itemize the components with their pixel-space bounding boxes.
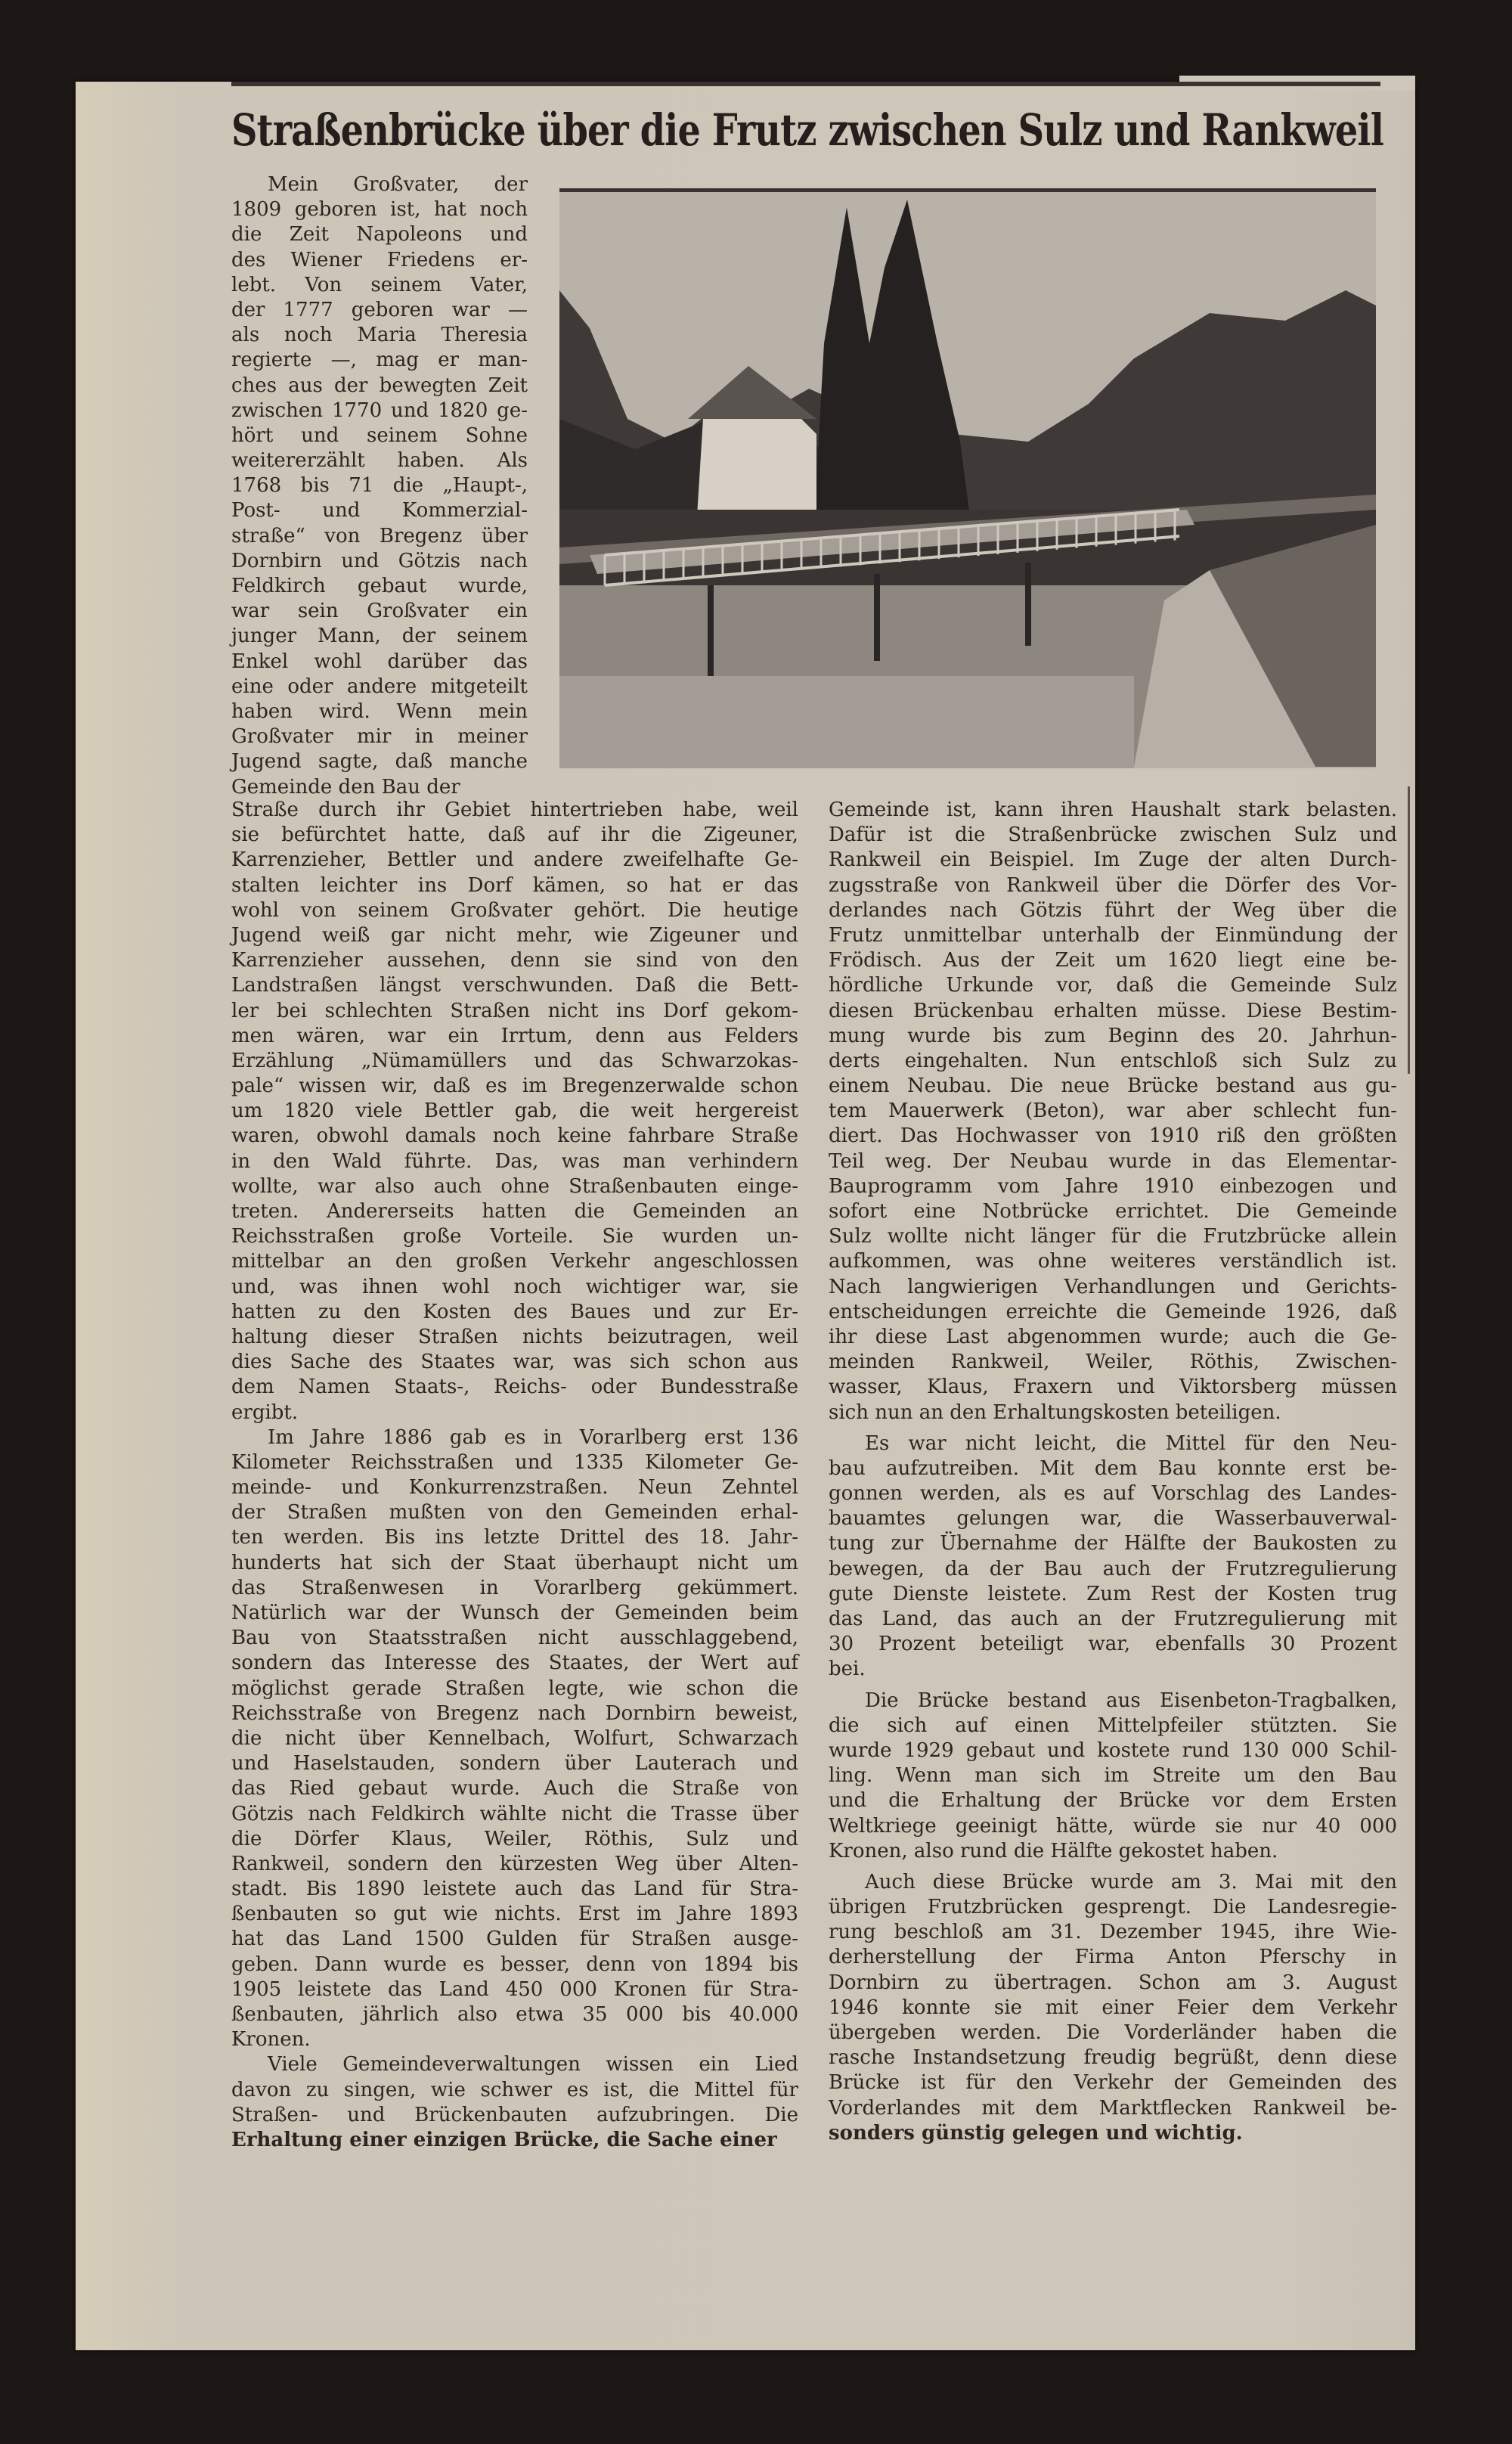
paragraph — [829, 1870, 1397, 2146]
text-line: rung beschloß am 31. Dezember 1945, ihre Wie- — [829, 1921, 1397, 1944]
text-line: regierte —, mag er man- — [231, 349, 528, 372]
text-line: ßenbauten, jährlich also etwa 35 000 bis 40.000 — [231, 2003, 798, 2026]
text-line: sich nun an den Erhaltungskosten beteiligen. — [829, 1400, 1281, 1424]
paragraph — [231, 172, 528, 800]
text-line: Dornbirn zu übertragen. Schon am 3. August — [829, 1971, 1397, 1994]
text-line: wollte, war also auch ohne Straßenbauten einge- — [231, 1174, 798, 1198]
text-line: um 1820 viele Bettler gab, die weit hergereist — [231, 1099, 798, 1123]
text-line: Dornbirn und Götzis nach — [231, 549, 528, 572]
text-line: hatten zu den Kosten des Baues und zur Er- — [231, 1300, 798, 1323]
text-line: war sein Großvater ein — [231, 600, 528, 623]
text-line: geben. Dann wurde es besser, denn von 1894 bis — [231, 1952, 798, 1976]
text-line: junger Mann, der seinem — [231, 625, 528, 648]
text-line: tem Mauerwerk (Beton), war aber schlecht fun- — [829, 1099, 1397, 1123]
paragraph — [829, 798, 1397, 1425]
top-rule — [231, 82, 1380, 86]
text-line: diert. Das Hochwasser von 1910 riß den größten — [829, 1124, 1397, 1148]
text-line: stalten leichter ins Dorf kämen, so hat er das — [231, 873, 798, 897]
text-line: bauamtes gelungen war, die Wasserbauverwal- — [829, 1507, 1397, 1531]
text-line: stadt. Bis 1890 leistete auch das Land für Stra- — [231, 1878, 798, 1901]
text-line: 1809 geboren ist, hat noch — [231, 198, 528, 222]
text-line: übrigen Frutzbrücken gesprengt. Die Landesregie- — [829, 1896, 1397, 1919]
text-line: Es war nicht leicht, die Mittel für den Neu- — [865, 1431, 1397, 1455]
text-line: rasche Instandsetzung freudig begrüßt, denn diese — [829, 2046, 1397, 2070]
text-line: bewegen, da der Bau auch der Frutzregulierung — [829, 1557, 1397, 1580]
text-line: haltung dieser Straßen nichts beizutragen, weil — [231, 1325, 798, 1348]
text-line: sonders günstig gelegen und wichtig. — [829, 2121, 1243, 2145]
text-line: derherstellung der Firma Anton Pferschy in — [829, 1946, 1397, 1969]
text-line: ihr diese Last abgenommen wurde; auch die Ge- — [829, 1325, 1397, 1348]
text-line: Dafür ist die Straßenbrücke zwischen Sulz und — [829, 823, 1397, 847]
right-column — [829, 798, 1397, 2146]
text-line: ergibt. — [231, 1400, 299, 1424]
text-line: die Dörfer Klaus, Weiler, Röthis, Sulz und — [231, 1827, 798, 1850]
text-line: ßenbauten so gut wie nichts. Erst im Jahre 1893 — [231, 1903, 798, 1926]
text-line: Frödisch. Aus der Zeit um 1620 liegt eine be- — [829, 949, 1397, 972]
text-line: der Straßen mußten von den Gemeinden erhal- — [231, 1501, 798, 1524]
text-line: derts eingehalten. Nun entschloß sich Sulz zu — [829, 1049, 1397, 1072]
text-line: Rankweil, sondern den kürzesten Weg über Alten- — [231, 1852, 798, 1875]
text-line: das Straßenwesen in Vorarlberg gekümmert. — [231, 1576, 798, 1599]
text-line: Jugend weiß gar nicht mehr, wie Zigeuner und — [231, 923, 798, 947]
text-line: Gemeinde ist, kann ihren Haushalt stark belasten. — [829, 799, 1397, 821]
text-line: als noch Maria Theresia — [231, 324, 528, 347]
text-line: Bauprogramm vom Jahre 1910 einbezogen und — [829, 1174, 1397, 1198]
text-line: Kronen. — [231, 2028, 311, 2052]
text-line: ten werden. Bis ins letzte Drittel des 18. Jahr- — [231, 1526, 798, 1549]
text-line: Landstraßen längst verschwunden. Daß die Bett- — [231, 974, 798, 997]
text-line: meinde- und Konkurrenzstraßen. Neun Zehntel — [231, 1476, 798, 1500]
text-line: weitererzählt haben. Als — [231, 449, 528, 473]
text-line: der 1777 geboren war — — [231, 298, 528, 321]
text-line: die sich auf einen Mittelpfeiler stützten. Sie — [829, 1714, 1397, 1737]
text-line: Erzählung „Nümamüllers und das Schwarzokas- — [231, 1049, 798, 1072]
text-line: meinden Rankweil, Weiler, Röthis, Zwischen- — [829, 1351, 1397, 1374]
text-line: Weltkriege geeinigt hätte, würde sie nur 40 000 — [829, 1814, 1397, 1838]
text-line: wasser, Klaus, Fraxern und Viktorsberg müssen — [829, 1376, 1397, 1399]
text-line: ches aus der bewegten Zeit — [231, 374, 528, 397]
text-line: Die Brücke bestand aus Eisenbeton-Tragbalken, — [865, 1689, 1397, 1712]
text-line: aufkommen, was ohne weiteres verständlich ist. — [829, 1250, 1397, 1273]
text-line: Straßen- und Brückenbauten aufzubringen. Die — [231, 2103, 798, 2126]
text-line: Kilometer Reichsstraßen und 1335 Kilometer Ge- — [231, 1450, 798, 1474]
paragraph — [231, 1425, 798, 2053]
text-line: das Ried gebaut wurde. Auch die Straße von — [231, 1777, 798, 1800]
paragraph — [829, 1431, 1397, 1683]
text-line: Brücke ist für den Verkehr der Gemeinden des — [829, 2071, 1397, 2095]
text-line: lebt. Von seinem Vater, — [231, 273, 528, 296]
text-line: Frutz unmittelbar unterhalb der Einmündung der — [829, 923, 1397, 947]
text-line: hunderts hat sich der Staat überhaupt nicht um — [231, 1551, 798, 1574]
text-line: dem Namen Staats-, Reichs- oder Bundesstraße — [231, 1376, 798, 1399]
text-line: Feldkirch gebaut wurde, — [231, 575, 528, 597]
text-line: Straße durch ihr Gebiet hintertrieben habe, weil — [231, 799, 798, 821]
narrow-column — [231, 172, 528, 800]
text-line: möglichst gerade Straßen legte, wie schon die — [231, 1676, 798, 1700]
paragraph — [829, 1689, 1397, 1864]
article-title-text: Straßenbrücke über die Frutz zwischen Sulz und Rankweil — [231, 104, 1383, 156]
text-line: diesen Brückenbau erhalten müsse. Diese Bestim- — [829, 999, 1397, 1022]
text-line: 30 Prozent beteiligt war, ebenfalls 30 Prozent — [829, 1633, 1397, 1656]
text-line: Nach langwierigen Verhandlungen und Gerichts- — [829, 1275, 1397, 1298]
text-line: 1946 konnte sie mit einer Feier dem Verkehr — [829, 1996, 1397, 2019]
text-line: Bau von Staatsstraßen nicht ausschlaggebend, — [231, 1627, 798, 1650]
text-line: in den Wald führte. Das, was man verhindern — [231, 1149, 798, 1173]
text-line: gute Dienste leistete. Zum Rest der Kosten trug — [829, 1582, 1397, 1605]
text-line: Im Jahre 1886 gab es in Vorarlberg erst 136 — [268, 1425, 798, 1449]
text-line: mittelbar an den großen Verkehr angeschlossen — [231, 1250, 798, 1273]
text-line: sie befürchtet hatte, daß auf ihr die Zigeuner, — [231, 823, 798, 847]
text-line: wurde 1929 gebaut und kostete rund 130 000 Schil- — [829, 1738, 1397, 1762]
text-line: eine oder andere mitgeteilt — [231, 675, 528, 698]
text-line: treten. Andererseits hatten die Gemeinden an — [231, 1200, 798, 1223]
text-line: tung zur Übernahme der Hälfte der Baukosten zu — [829, 1532, 1397, 1555]
text-line: hat das Land 1500 Gulden für Straßen ausge- — [231, 1928, 798, 1951]
text-line: wohl von seinem Großvater gehört. Die heutige — [231, 898, 798, 922]
text-line: Kronen, also rund die Hälfte gekostet haben. — [829, 1839, 1278, 1862]
left-column — [231, 798, 798, 2153]
text-line: davon zu singen, wie schwer es ist, die Mittel für — [231, 2078, 798, 2101]
text-line: Reichsstraße von Bregenz nach Dornbirn beweist, — [231, 1701, 798, 1725]
text-line: übergeben werden. Die Vorderländer haben die — [829, 2021, 1397, 2044]
text-line: hört und seinem Sohne — [231, 423, 528, 447]
text-line: waren, obwohl damals noch keine fahrbare Straße — [231, 1124, 798, 1148]
text-line: bei. — [829, 1658, 866, 1681]
text-line: Götzis nach Feldkirch wählte nicht die Trasse über — [231, 1802, 798, 1825]
text-line: Mein Großvater, der — [268, 173, 528, 196]
text-line: Post- und Kommerzial- — [231, 499, 528, 523]
text-line: sondern das Interesse des Staates, der Wert auf — [231, 1652, 798, 1675]
text-line: das Land, das auch an der Frutzregulierung mit — [829, 1608, 1397, 1630]
text-line: entscheidungen erreichte die Gemeinde 1926, daß — [829, 1300, 1397, 1323]
text-line: men wären, war ein Irrtum, denn aus Felders — [231, 1024, 798, 1047]
text-line: 1768 bis 71 die „Haupt-, — [231, 474, 528, 498]
article-title — [231, 103, 1383, 157]
text-line: Vorderlandes mit dem Marktflecken Rankweil be- — [829, 2096, 1397, 2120]
text-line: Sulz wollte nicht länger für die Frutzbrücke allein — [829, 1225, 1397, 1248]
text-line: zwischen 1770 und 1820 ge- — [231, 399, 528, 422]
text-line: sofort eine Notbrücke errichtet. Die Gemeinde — [829, 1200, 1397, 1223]
text-line: Jugend sagte, daß manche — [231, 750, 528, 774]
text-line: Karrenzieher aussehen, denn sie sind von den — [231, 949, 798, 972]
text-line: Gemeinde den Bau der — [231, 775, 460, 799]
text-line: und Haselstauden, sondern über Lauterach und — [231, 1752, 798, 1776]
bridge-photo — [559, 188, 1376, 768]
text-line: Enkel wohl darüber das — [231, 650, 528, 673]
text-line: straße“ von Bregenz über — [231, 524, 528, 547]
text-line: Karrenzieher, Bettler und andere zweifelhafte Ge- — [231, 848, 798, 872]
text-line: Natürlich war der Wunsch der Gemeinden beim — [231, 1602, 798, 1624]
text-line: Großvater mir in meiner — [231, 725, 528, 749]
text-line: derlandes nach Götzis führt der Weg über die — [829, 898, 1397, 922]
text-line: und, was ihnen wohl noch wichtiger war, sie — [231, 1275, 798, 1298]
text-line: hördliche Urkunde vor, daß die Gemeinde Sulz — [829, 974, 1397, 997]
text-line: zugsstraße von Rankweil über die Dörfer des Vor- — [829, 873, 1397, 897]
text-line: ler bei schlechten Straßen nicht ins Dorf gekom- — [231, 999, 798, 1022]
text-line: Auch diese Brücke wurde am 3. Mai mit den — [865, 1870, 1397, 1893]
text-line: Viele Gemeindeverwaltungen wissen ein Lied — [268, 2053, 798, 2076]
text-line: Reichsstraßen große Vorteile. Sie wurden un- — [231, 1225, 798, 1248]
text-line: gonnen werden, als es auf Vorschlag des Landes- — [829, 1482, 1397, 1506]
text-line: die Zeit Napoleons und — [231, 223, 528, 247]
text-line: bau aufzutreiben. Mit dem Bau konnte erst be- — [829, 1456, 1397, 1480]
text-line: Erhaltung einer einzigen Brücke, die Sache einer — [231, 2128, 777, 2151]
text-line: des Wiener Friedens er- — [231, 248, 528, 271]
text-line: und die Erhaltung der Brücke vor dem Ersten — [829, 1789, 1397, 1813]
cut-edge — [1408, 786, 1410, 1074]
paragraph — [231, 2052, 798, 2153]
text-line: 1905 leistete das Land 450 000 Kronen für Stra- — [231, 1977, 798, 2001]
text-line: einem Neubau. Die neue Brücke bestand aus gu- — [829, 1075, 1397, 1098]
text-line: dies Sache des Staates war, was sich schon aus — [231, 1351, 798, 1374]
text-line: ling. Wenn man sich im Streite um den Bau — [829, 1764, 1397, 1788]
text-line: Teil weg. Der Neubau wurde in das Elementar- — [829, 1149, 1397, 1173]
text-line: haben wird. Wenn mein — [231, 699, 528, 723]
text-line: Rankweil ein Beispiel. Im Zuge der alten Durch- — [829, 848, 1397, 872]
paragraph — [231, 798, 798, 1425]
text-line: die nicht über Kennelbach, Wolfurt, Schwarzach — [231, 1726, 798, 1750]
text-line: mung wurde bis zum Beginn des 20. Jahrhun- — [829, 1024, 1397, 1047]
text-line: pale“ wissen wir, daß es im Bregenzerwalde schon — [231, 1075, 798, 1098]
